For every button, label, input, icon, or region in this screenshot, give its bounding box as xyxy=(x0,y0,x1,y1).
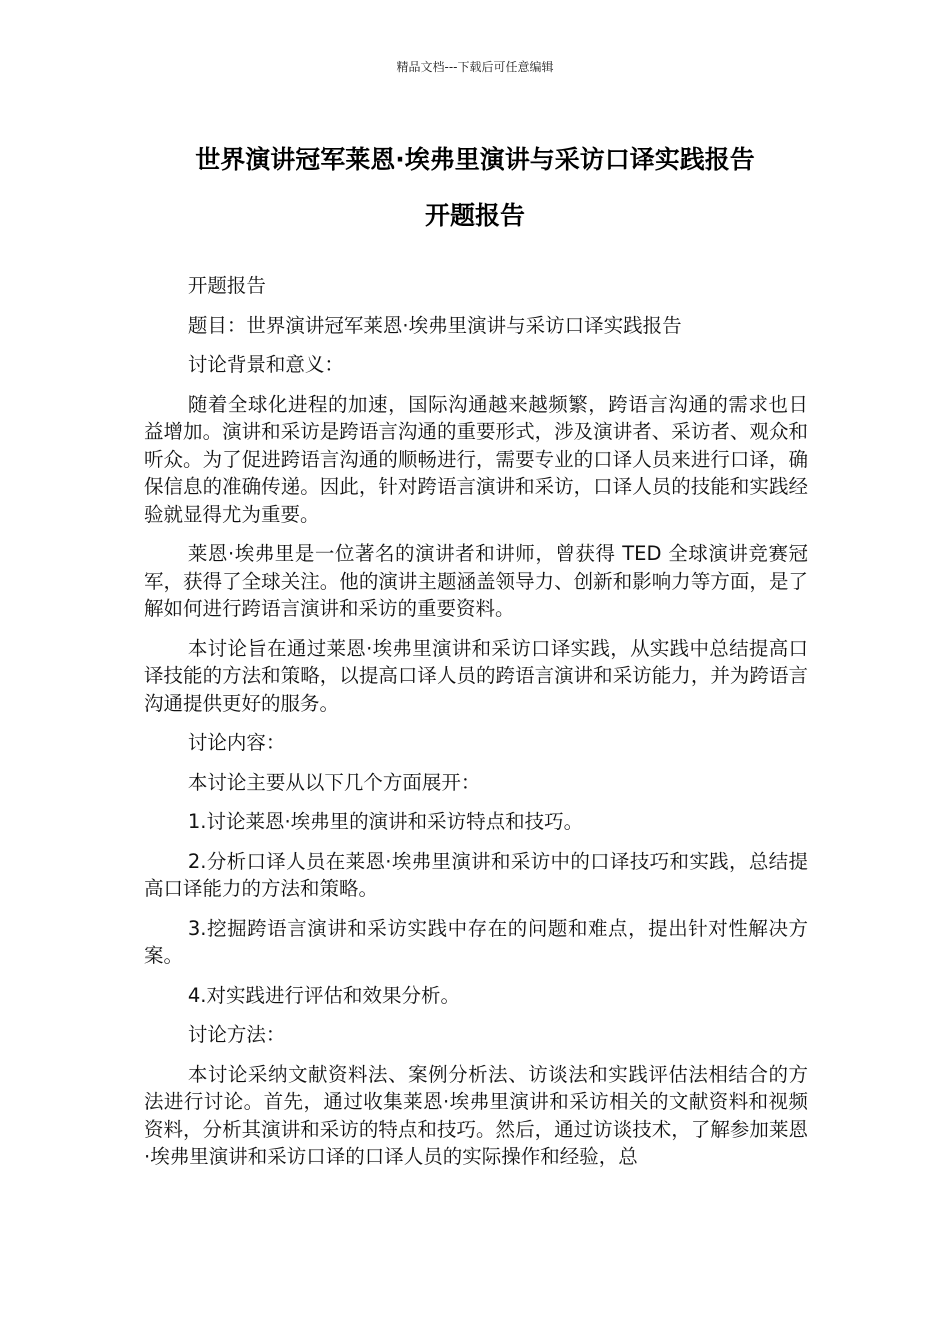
list-item-2: 2.分析口译人员在莱恩·埃弗里演讲和采访中的口译技巧和实践，总结提高口译能力的方法和策略。 xyxy=(144,849,808,900)
list-item-4: 4.对实践进行评估和效果分析。 xyxy=(187,983,460,1007)
paragraph-topic: 题目：世界演讲冠军莱恩·埃弗里演讲与采访口译实践报告 xyxy=(187,313,682,337)
section-heading-background: 讨论背景和意义： xyxy=(187,353,344,376)
section-heading-content: 讨论内容： xyxy=(187,731,286,754)
document-title: 世界演讲冠军莱恩·埃弗里演讲与采访口译实践报告 xyxy=(195,145,755,174)
paragraph-background-1: 随着全球化进程的加速，国际沟通越来越频繁，跨语言沟通的需求也日益增加。演讲和采访是跨语言沟通的重要形式，涉及演讲者、采访者、观众和听众。为了促进跨语言沟通的顺畅进行，需要专业的口译人员来进行口译，确保信息的准确传递。因此，针对跨语言演讲和采访，口译人员的技能和实践经验就显得尤为重要。 xyxy=(144,392,808,526)
list-item-3: 3.挖掘跨语言演讲和采访实践中存在的问题和难点，提出针对性解决方案。 xyxy=(144,916,808,967)
paragraph-background-3: 本讨论旨在通过莱恩·埃弗里演讲和采访口译实践，从实践中总结提高口译技能的方法和策略，以提高口译人员的跨语言演讲和采访能力，并为跨语言沟通提供更好的服务。 xyxy=(144,636,808,715)
paragraph-heading-report: 开题报告 xyxy=(187,274,266,297)
paragraph-background-2: 莱恩·埃弗里是一位著名的演讲者和讲师，曾获得 TED 全球演讲竞赛冠军，获得了全球关注。他的演讲主题涵盖领导力、创新和影响力等方面，是了解如何进行跨语言演讲和采访的重要资料。 xyxy=(144,542,808,620)
page-header: 精品文档---下载后可任意编辑 xyxy=(396,60,554,74)
paragraph-method: 本讨论采纳文献资料法、案例分析法、访谈法和实践评估法相结合的方法进行讨论。首先，通过收集莱恩·埃弗里演讲和采访相关的文献资料和视频资料，分析其演讲和采访的特点和技巧。然后，通过访谈技术，了解参加莱恩·埃弗里演讲和采访口译的口译人员的实际操作和经验，总 xyxy=(144,1062,808,1168)
document-body xyxy=(144,272,808,1183)
document-subtitle: 开题报告 xyxy=(424,201,525,230)
section-heading-method: 讨论方法： xyxy=(187,1023,286,1046)
list-item-1: 1.讨论莱恩·埃弗里的演讲和采访特点和技巧。 xyxy=(187,810,584,833)
paragraph-content-intro: 本讨论主要从以下几个方面展开： xyxy=(187,770,481,794)
